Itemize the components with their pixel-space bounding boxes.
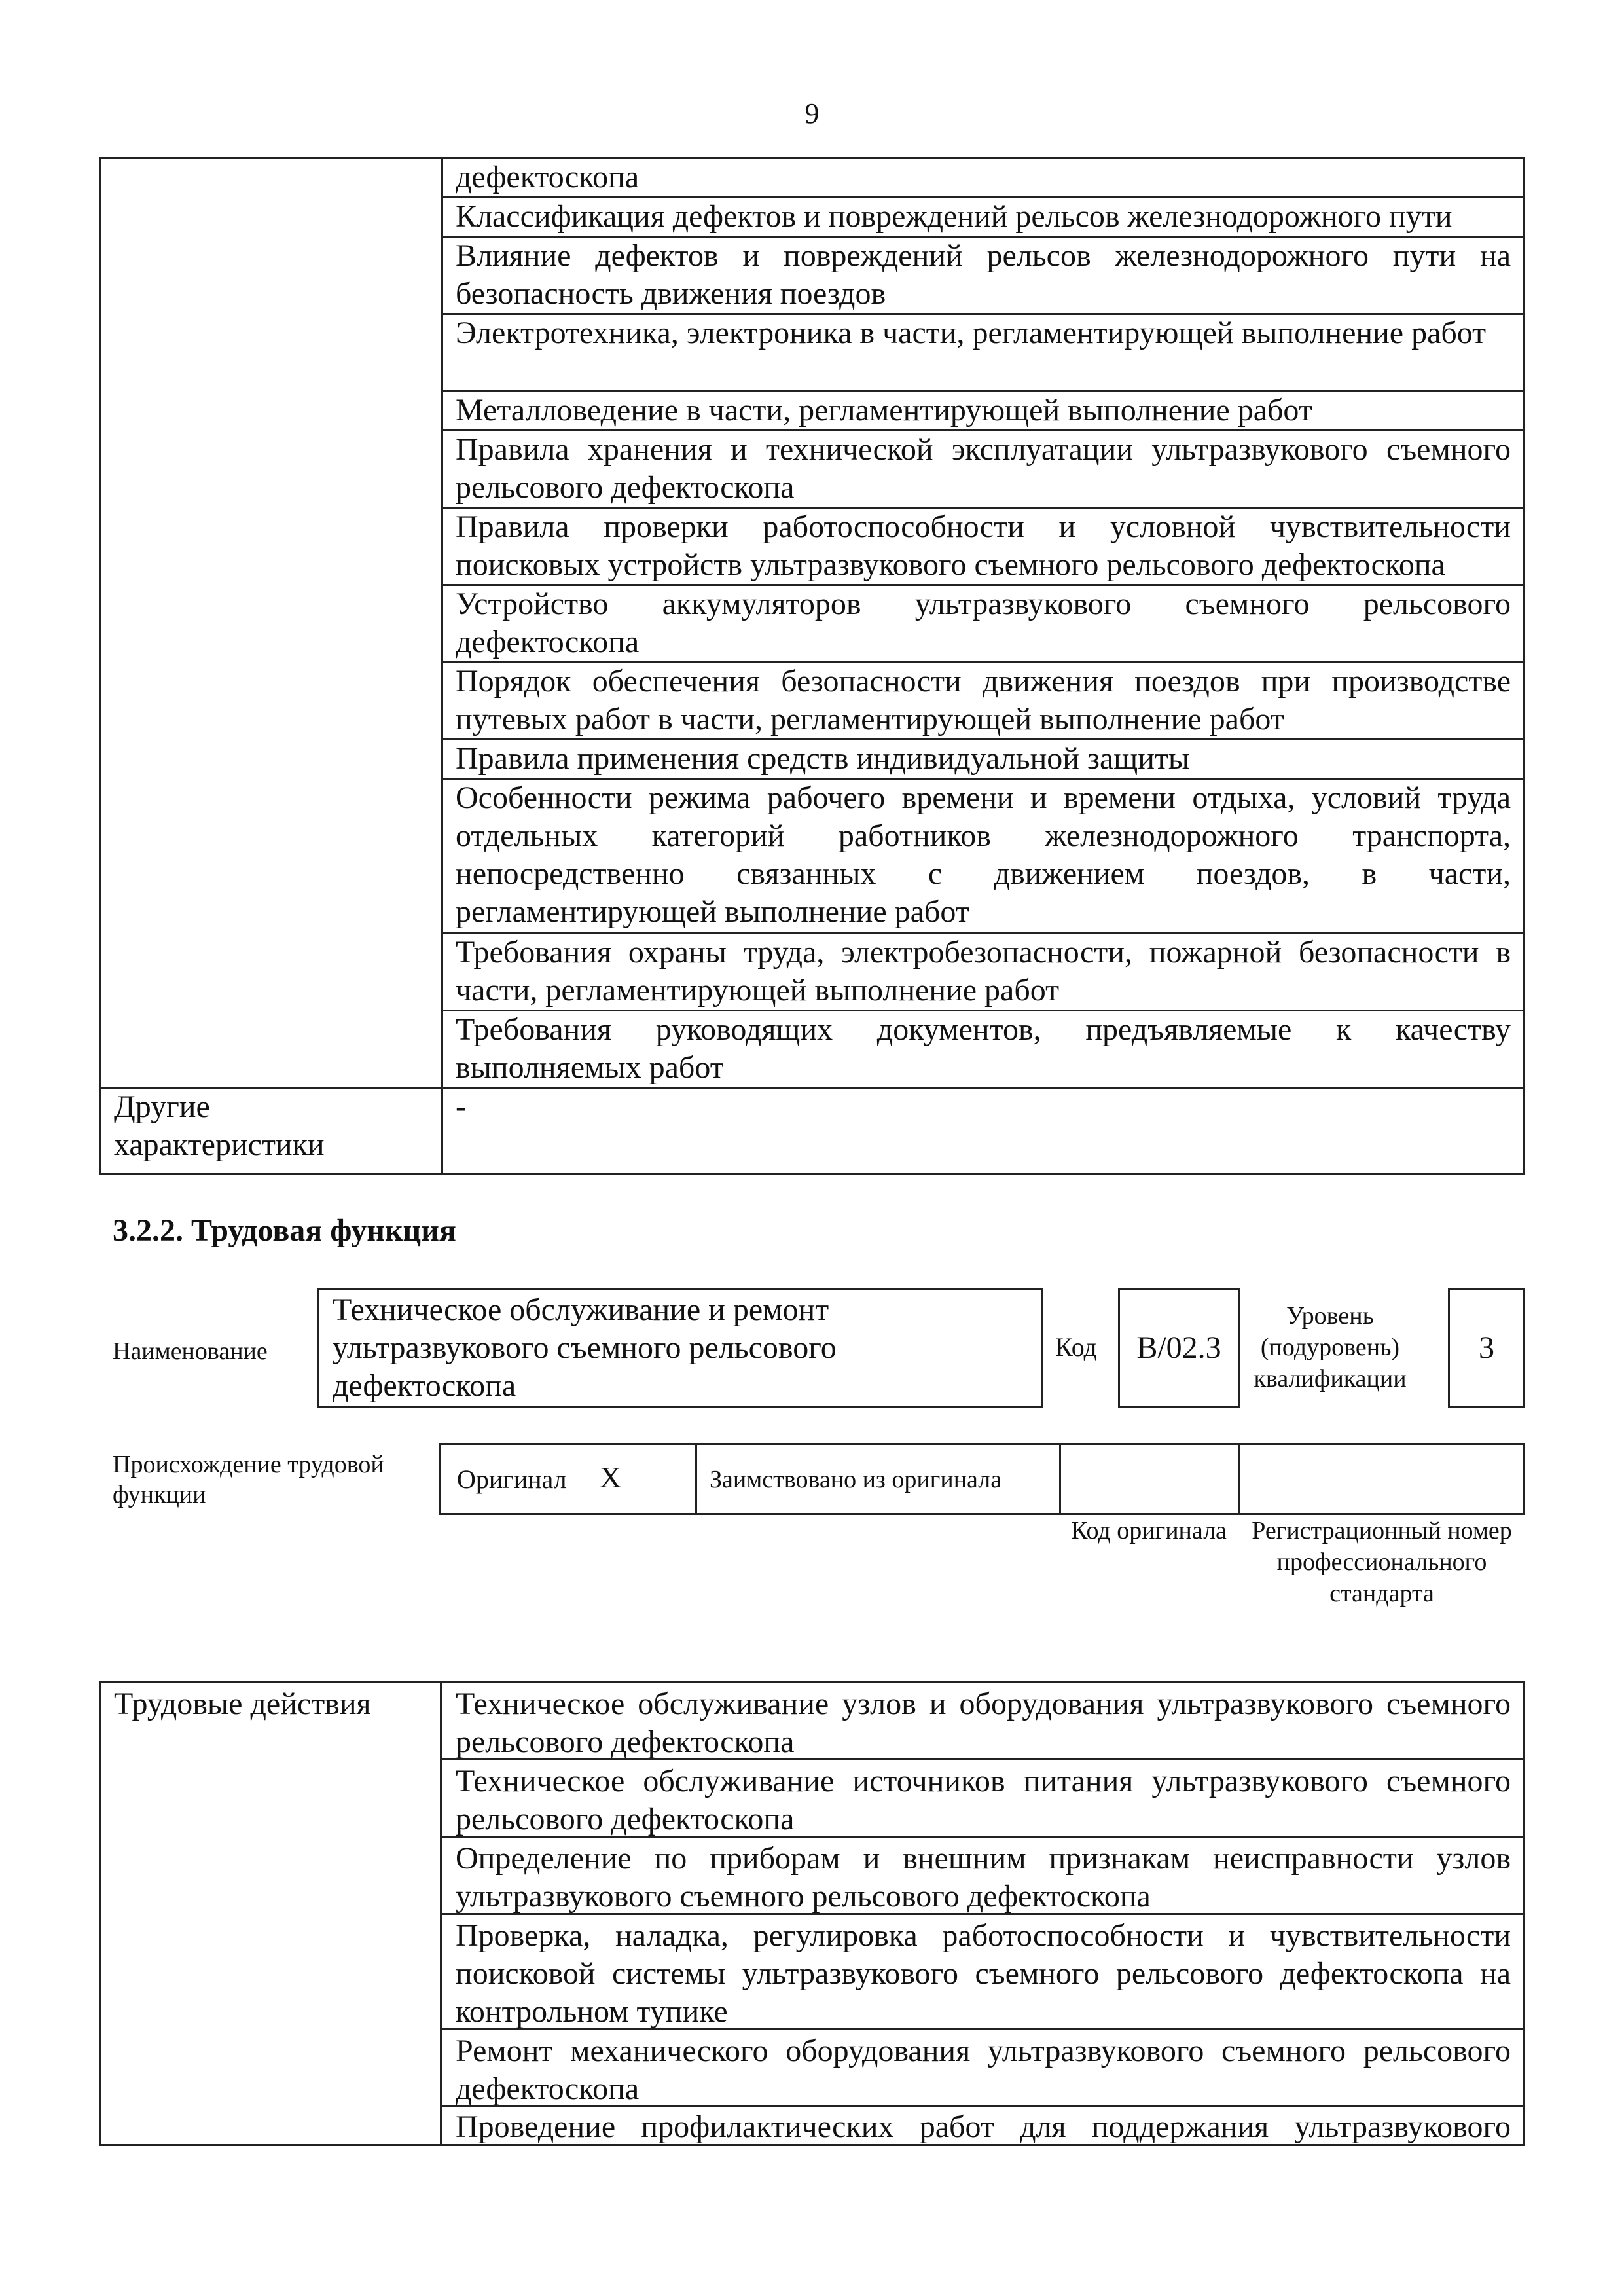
other-characteristics-value: - (456, 1089, 466, 1124)
knowledge-table (99, 157, 1525, 1175)
table-cell: Техническое обслуживание источников питания ультразвукового съемного рельсового дефектоскопа (456, 1764, 1511, 1836)
name-label: Наименование (113, 1338, 268, 1365)
table-cell: Проверка, наладка, регулировка работоспособности и чувствительности поисковой системы ультразвукового съемного рельсового дефектоскопа на контрольном тупике (456, 1918, 1511, 2029)
code-original-caption: Код оригинала (1071, 1517, 1227, 1544)
table-cell: Требования охраны труда, электробезопасности, пожарной безопасности в части, регламентирующей выполнение работ (456, 935, 1511, 1008)
other-characteristics-label: Другие характеристики (114, 1089, 325, 1162)
original-label: Оригинал (457, 1465, 567, 1494)
reg-number-caption: Регистрационный номер профессионального стандарта (1252, 1517, 1512, 1607)
origin-label: Происхождение трудовой функции (113, 1451, 384, 1508)
table-cell: Требования руководящих документов, предъявляемые к качеству выполняемых работ (456, 1012, 1511, 1085)
origin-divider (1059, 1443, 1061, 1515)
table-cell: дефектоскопа (456, 160, 640, 194)
table-cell: Порядок обеспечения безопасности движения поездов при производстве путевых работ в части, регламентирующей выполнение работ (456, 664, 1511, 737)
table-cell: Техническое обслуживание узлов и оборудования ультразвукового съемного рельсового дефектоскопа (456, 1686, 1511, 1759)
table-cell: Правила применения средств индивидуальной защиты (456, 741, 1190, 776)
level-value: 3 (1479, 1330, 1494, 1365)
table-cell: Определение по приборам и внешним признакам неисправности узлов ультразвукового съемного рельсового дефектоскопа (456, 1841, 1511, 1914)
table-cell: Влияние дефектов и повреждений рельсов железнодорожного пути на безопасность движения поездов (456, 238, 1511, 311)
table-cell: Устройство аккумуляторов ультразвукового съемного рельсового дефектоскопа (456, 587, 1511, 659)
page-number: 9 (804, 98, 820, 130)
origin-divider (1238, 1443, 1240, 1515)
actions-label: Трудовые действия (114, 1686, 371, 1721)
table-cell: Классификация дефектов и повреждений рельсов железнодорожного пути (456, 199, 1453, 234)
original-mark: X (600, 1461, 622, 1494)
table-cell: Особенности режима рабочего времени и времени отдыха, условий труда отдельных категорий работников железнодорожного транспорта, непосредственно связанных с движением поездов, в части, регламентирующей выполнение работ (456, 780, 1511, 929)
section-title: 3.2.2. Трудовая функция (113, 1213, 456, 1248)
table-cell: Правила проверки работоспособности и условной чувствительности поисковых устройств ультразвукового съемного рельсового дефектоскопа (456, 509, 1511, 582)
table-cell: Электротехника, электроника в части, регламентирующей выполнение работ (456, 316, 1487, 350)
code-value: B/02.3 (1136, 1330, 1221, 1365)
name-value: Техническое обслуживание и ремонт ультразвукового съемного рельсового дефектоскопа (333, 1292, 837, 1403)
origin-divider (695, 1443, 697, 1515)
column-divider (441, 157, 443, 1175)
table-cell: Ремонт механического оборудования ультразвукового съемного рельсового дефектоскопа (456, 2033, 1511, 2106)
level-label: Уровень (подуровень) квалификации (1254, 1302, 1407, 1393)
code-label: Код (1055, 1332, 1097, 1362)
table-cell: Правила хранения и технической эксплуатации ультразвукового съемного рельсового дефектоскопа (456, 432, 1511, 505)
borrowed-label: Заимствовано из оригинала (710, 1466, 1002, 1493)
table-cell: Металловедение в части, регламентирующей выполнение работ (456, 393, 1312, 428)
table-cell: Проведение профилактических работ для поддержания ультразвукового (456, 2109, 1511, 2144)
